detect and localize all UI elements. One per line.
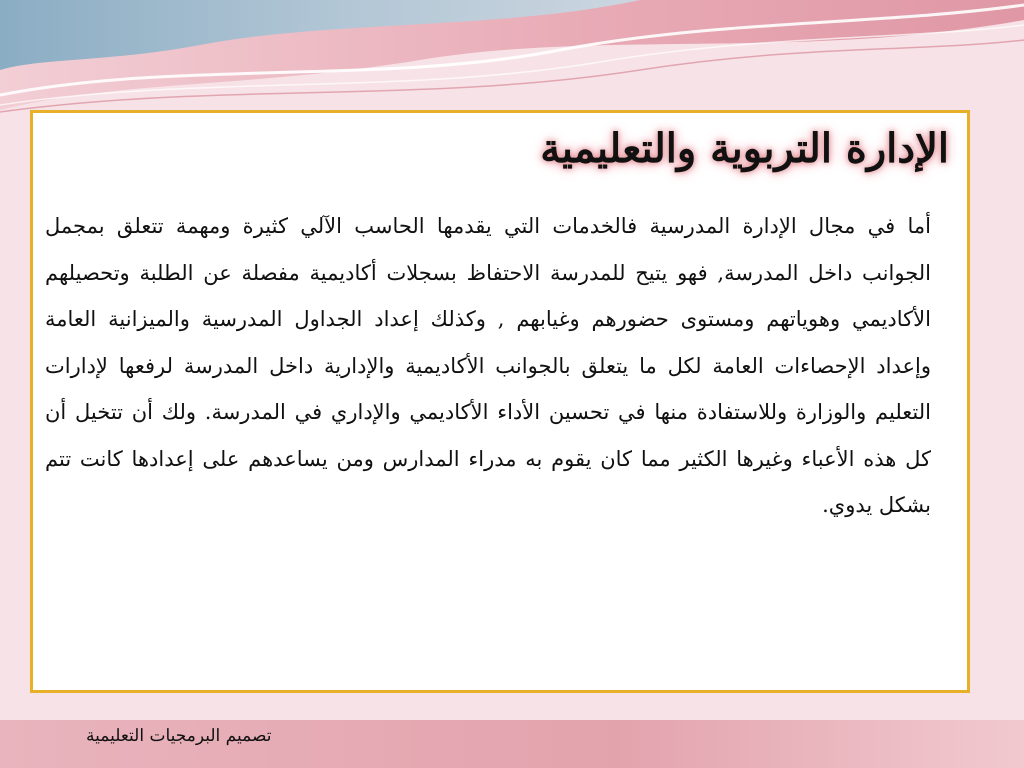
slide-title: الإدارة التربوية والتعليمية — [540, 125, 949, 172]
body-paragraph: أما في مجال الإدارة المدرسية فالخدمات التي يقدمها الحاسب الآلي كثيرة ومهمة تتعلق بمجمل الجوانب داخل المدرسة, فهو يتيح للمدرسة الاحتفاظ بسجلات أكاديمية مفصلة عن الطلبة وتحصيلهم الأكاديمي وهوياتهم ومستوى حضورهم وغيابهم , وكذلك إعداد الجداول المدرسية والميزانية العامة وإعداد الإحصاءات العامة لكل ما يتعلق بالجوانب الأكاديمية والإدارية داخل المدرسة لرفعها لإدارات التعليم والوزارة وللاستفادة منها في تحسين الأداء الأكاديمي والإداري في المدرسة. ولك أن تتخيل أن كل هذه الأعباء وغيرها الكثير مما كان يقوم به مدراء المدارس ومن يساعدهم على إعدادها كانت تتم بشكل يدوي. — [45, 214, 931, 517]
footer-label: تصميم البرمجيات التعليمية — [86, 726, 272, 746]
content-box — [30, 110, 970, 693]
footer-band — [0, 720, 1024, 768]
